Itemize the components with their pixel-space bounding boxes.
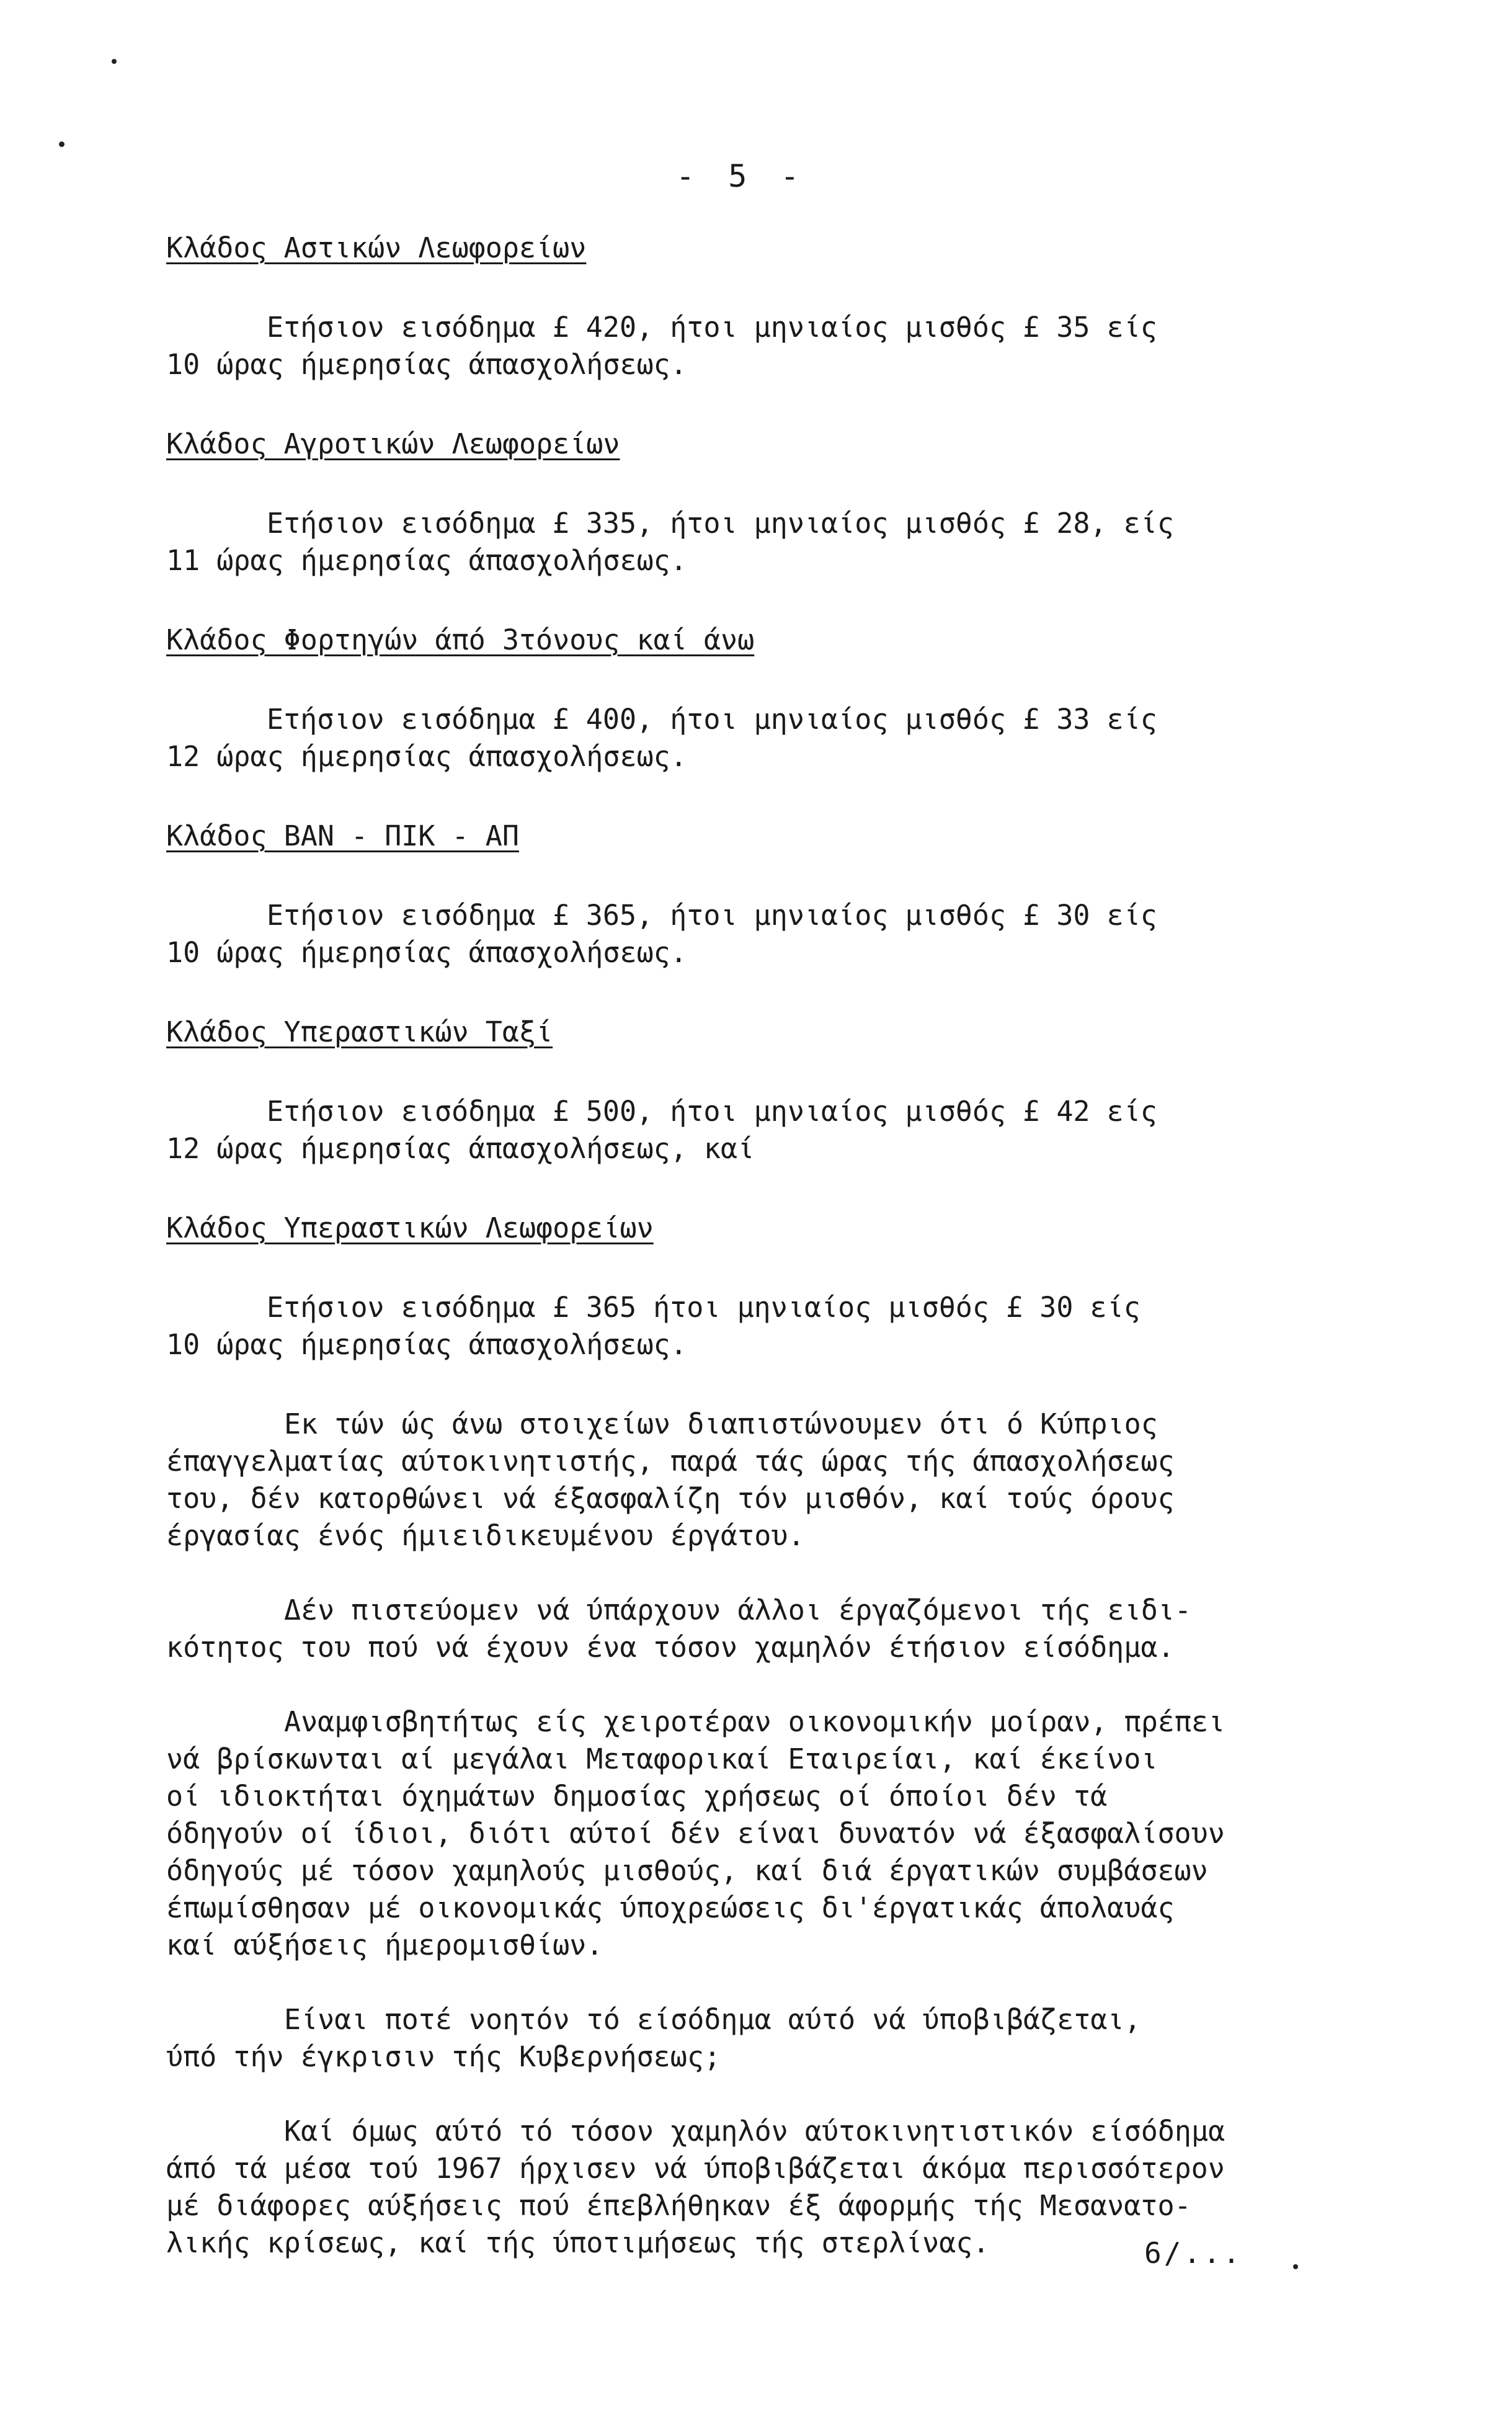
entry-line: 12 ώρας ήμερησίας άπασχολήσεως. [166, 740, 687, 773]
paragraph-line: όδηγούν οί ίδιοι, διότι αύτοί δέν είναι δυνατόν νά έξασφαλίσουν [166, 1817, 1225, 1850]
paragraph-line: άπό τά μέσα τού 1967 ήρχισεν νά ύποβιβάζεται άκόμα περισσότερον [166, 2152, 1225, 2185]
entry-line: 11 ώρας ήμερησίας άπασχολήσεως. [166, 544, 687, 577]
section-entry [166, 1289, 1345, 1363]
section-entry [166, 701, 1345, 775]
paragraph-line: λικής κρίσεως, καί τής ύποτιμήσεως τής στερλίνας. [166, 2226, 990, 2259]
entry-line: Ετήσιον εισόδημα £ 500, ήτοι μηνιαίος μισθός £ 42 είς [267, 1095, 1157, 1128]
paragraph-line: έπαγγελματίας αύτοκινητιστής, παρά τάς ώρας τής άπασχολήσεως [166, 1445, 1175, 1478]
entry-line: Ετήσιον εισόδημα £ 400, ήτοι μηνιαίος μισθός £ 33 είς [267, 703, 1157, 736]
section-entry [166, 897, 1345, 971]
entry-line: 10 ώρας ήμερησίας άπασχολήσεως. [166, 936, 687, 969]
paragraph-line: έπωμίσθησαν μέ οικονομικάς ύποχρεώσεις δι'έργατικάς άπολαυάς [166, 1891, 1175, 1924]
body-paragraph [166, 2001, 1345, 2076]
body-paragraph [166, 1406, 1345, 1555]
continuation-marker: 6/... [1144, 2236, 1243, 2270]
document-body [166, 230, 1345, 2299]
paragraph-line: του, δέν κατορθώνει νά έξασφαλίζη τόν μισθόν, καί τούς όρους [166, 1482, 1175, 1515]
paragraph-line: όδηγούς μέ τόσον χαμηλούς μισθούς, καί διά έργατικών συμβάσεων [166, 1854, 1208, 1887]
paragraph-line: οί ιδιοκτήται όχημάτων δημοσίας χρήσεως οί όποίοι δέν τά [166, 1780, 1108, 1813]
section-heading: Κλάδος Υπεραστικών Ταξί [166, 1015, 553, 1048]
paragraph-line: Καί όμως αύτό τό τόσον χαμηλόν αύτοκινητιστικόν είσόδημα [284, 2115, 1225, 2148]
section-entry [166, 505, 1345, 579]
paragraph-line: Εκ τών ώς άνω στοιχείων διαπιστώνουμεν ότι ό Κύπριος [284, 1408, 1158, 1440]
scan-speck [112, 59, 117, 64]
body-paragraph [166, 1592, 1345, 1666]
paragraph-line: Αναμφισβητήτως είς χειροτέραν οικονομικήν μοίραν, πρέπει [284, 1705, 1225, 1738]
entry-line: Ετήσιον εισόδημα £ 420, ήτοι μηνιαίος μισθός £ 35 είς [267, 311, 1157, 344]
section-entry [166, 1093, 1345, 1167]
page-number: - 5 - [676, 158, 807, 194]
paragraph-line: μέ διάφορες αύξήσεις πού έπεβλήθηκαν έξ άφορμής τής Μεσανατο- [166, 2189, 1191, 2222]
section-heading: Κλάδος Αστικών Λεωφορείων [166, 231, 587, 264]
section-heading: Κλάδος Φορτηγών άπό 3τόνους καί άνω [166, 623, 755, 656]
section-heading: Κλάδος ΒΑΝ - ΠΙΚ - ΑΠ [166, 819, 519, 852]
paragraph-line: καί αύξήσεις ήμερομισθίων. [166, 1929, 603, 1961]
paragraph-line: έργασίας ένός ήμιειδικευμένου έργάτου. [166, 1519, 805, 1552]
paragraph-line: κότητος του πού νά έχουν ένα τόσον χαμηλόν έτήσιον είσόδημα. [166, 1631, 1175, 1664]
paragraph-line: ύπό τήν έγκρισιν τής Κυβερνήσεως; [166, 2040, 721, 2073]
entry-line: 12 ώρας ήμερησίας άπασχολήσεως, καί [166, 1132, 755, 1165]
paragraph-line: Είναι ποτέ νοητόν τό είσόδημα αύτό νά ύποβιβάζεται, [284, 2003, 1141, 2036]
entry-line: 10 ώρας ήμερησίας άπασχολήσεως. [166, 1328, 687, 1361]
scan-speck [1293, 2264, 1298, 2269]
body-paragraph [166, 1703, 1345, 1964]
section-heading: Κλάδος Αγροτικών Λεωφορείων [166, 427, 620, 460]
entry-line: Ετήσιον εισόδημα £ 365, ήτοι μηνιαίος μισθός £ 30 είς [267, 899, 1157, 932]
paragraph-line: Δέν πιστεύομεν νά ύπάρχουν άλλοι έργαζόμενοι τής ειδι- [284, 1594, 1191, 1626]
entry-line: Ετήσιον εισόδημα £ 365 ήτοι μηνιαίος μισθός £ 30 είς [267, 1291, 1141, 1324]
section-entry [166, 309, 1345, 383]
entry-line: 10 ώρας ήμερησίας άπασχολήσεως. [166, 348, 687, 381]
paragraph-line: νά βρίσκωνται αί μεγάλαι Μεταφορικαί Εταιρείαι, καί έκείνοι [166, 1743, 1158, 1775]
entry-line: Ετήσιον εισόδημα £ 335, ήτοι μηνιαίος μισθός £ 28, είς [267, 507, 1174, 540]
section-heading: Κλάδος Υπεραστικών Λεωφορείων [166, 1212, 654, 1244]
scan-speck [59, 141, 64, 147]
